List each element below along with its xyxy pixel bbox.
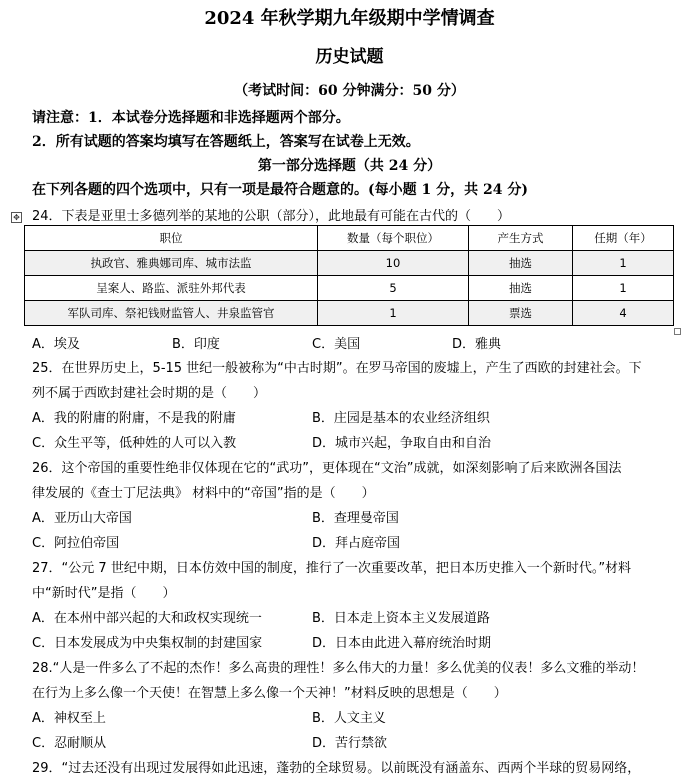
table-cell: 4 [573, 301, 674, 326]
q24-table [24, 225, 674, 326]
q25-line-2: 列不属于西欧封建社会时期的是（ ） [32, 386, 267, 401]
table-header: 产生方式 [469, 226, 573, 251]
q25-option-b: B．庄园是基本的农业经济组织 [312, 411, 490, 426]
q24-option-b: B．印度 [172, 337, 220, 352]
table-cell: 1 [318, 301, 469, 326]
table-header: 任期（年） [573, 226, 674, 251]
table-row [25, 301, 674, 326]
q27-line-1: 27．“公元 7 世纪中期，日本仿效中国的制度，推行了一次重要改革，把日本历史推入一个新时代。”材料 [32, 561, 632, 576]
q26-option-c: C．阿拉伯帝国 [32, 536, 120, 551]
notice-1: 请注意：1．本试卷分选择题和非选择题两个部分。 [32, 110, 350, 126]
table-cell: 10 [318, 251, 469, 276]
q25-option-a: A．我的附庸的附庸，不是我的附庸 [32, 411, 236, 426]
table-cell: 军队司库、祭祀钱财监管人、井泉监管官 [25, 301, 318, 326]
q26-line-1: 26．这个帝国的重要性绝非仅体现在它的“武功”，更体现在“文治”成就，如深刻影响了后来欧洲各国法 [32, 461, 622, 476]
q24-option-c: C．美国 [312, 337, 361, 352]
exam-title: 2024 年秋学期九年级期中学情调查 [204, 8, 495, 29]
q27-option-a: A．在本州中部兴起的大和政权实现统一 [32, 611, 262, 626]
q26-option-b: B．查理曼帝国 [312, 511, 399, 526]
q27-option-c: C．日本发展成为中央集权制的封建国家 [32, 636, 263, 651]
q25-option-d: D．城市兴起，争取自由和自治 [312, 436, 492, 451]
table-cell: 抽选 [469, 276, 573, 301]
q28-line-1: 28.“人是一件多么了不起的杰作！多么高贵的理性！多么伟大的力量！多么优美的仪表！多么文雅的举动！ [32, 661, 645, 676]
q25-option-c: C．众生平等，低种姓的人可以入教 [32, 436, 237, 451]
instruction: 在下列各题的四个选项中，只有一项是最符合题意的。(每小题 1 分，共 24 分) [32, 182, 528, 198]
q24-stem: 24．下表是亚里士多德列举的某地的公职（部分），此地最有可能在古代的（ ） [32, 209, 511, 224]
table-resize-handle[interactable] [674, 328, 681, 335]
q26-option-a: A．亚历山大帝国 [32, 511, 132, 526]
table-cell: 票选 [469, 301, 573, 326]
table-cell: 呈案人、路监、派驻外邦代表 [25, 276, 318, 301]
q26-line-2: 律发展的《查士丁尼法典》 材料中的“帝国”指的是（ ） [32, 486, 375, 501]
q26-option-d: D．拜占庭帝国 [312, 536, 401, 551]
table-cell: 执政官、雅典娜司库、城市法监 [25, 251, 318, 276]
q24-option-d: D．雅典 [452, 337, 502, 352]
q28-option-d: D．苦行禁欲 [312, 736, 388, 751]
q28-option-a: A．神权至上 [32, 711, 106, 726]
table-move-handle-icon[interactable]: ✥ [11, 212, 22, 223]
subject-title: 历史试题 [315, 47, 384, 67]
q27-option-b: B．日本走上资本主义发展道路 [312, 611, 490, 626]
table-header-row [25, 226, 674, 251]
q24-option-a: A．埃及 [32, 337, 80, 352]
table-cell: 5 [318, 276, 469, 301]
table-cell: 1 [573, 276, 674, 301]
exam-time: （考试时间：60 分钟满分：50 分） [234, 83, 465, 99]
table-cell: 1 [573, 251, 674, 276]
notice-2: 2．所有试题的答案均填写在答题纸上，答案写在试卷上无效。 [32, 134, 420, 150]
q25-line-1: 25．在世界历史上，5-15 世纪一般被称为“中古时期”。在罗马帝国的废墟上，产生了西欧的封建社会。下 [32, 361, 642, 376]
table-row [25, 251, 674, 276]
q29-line-1: 29．“过去还没有出现过发展得如此迅速，蓬勃的全球贸易。以前既没有涵盖东、西两个半球的贸易网络， [32, 761, 641, 776]
table-header: 数量（每个职位） [318, 226, 469, 251]
part-heading: 第一部分选择题（共 24 分） [257, 158, 442, 174]
q27-option-d: D．日本由此进入幕府统治时期 [312, 636, 492, 651]
q28-option-c: C．忍耐顺从 [32, 736, 107, 751]
table-cell: 抽选 [469, 251, 573, 276]
table-row [25, 276, 674, 301]
table-header: 职位 [25, 226, 318, 251]
q27-line-2: 中“新时代”是指（ ） [32, 586, 176, 601]
q28-option-b: B．人文主义 [312, 711, 386, 726]
q28-line-2: 在行为上多么像一个天使！在智慧上多么像一个天神！”材料反映的思想是（ ） [32, 686, 507, 701]
